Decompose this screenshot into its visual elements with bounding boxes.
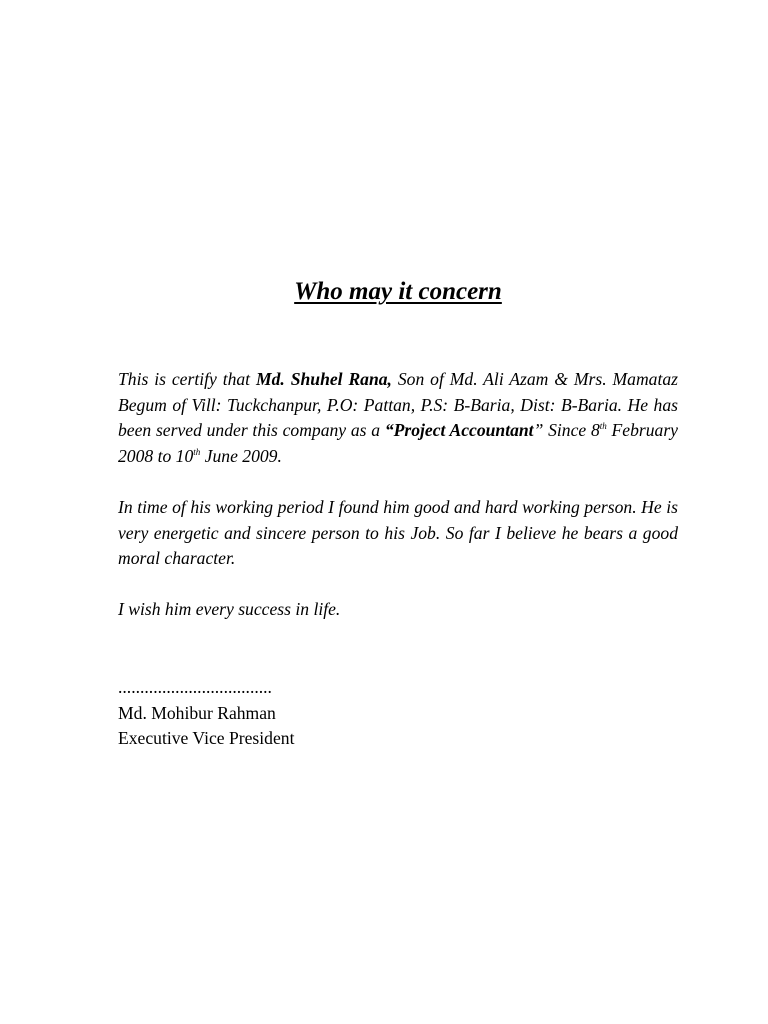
signatory-name: Md. Mohibur Rahman <box>118 702 276 723</box>
wishes-paragraph: I wish him every success in life. <box>118 599 341 619</box>
since-superscript: th <box>599 421 607 431</box>
signatory-designation: Executive Vice President <box>118 728 295 748</box>
document-title: Who may it concern <box>294 278 502 305</box>
intro-text: This is certify that <box>118 369 256 389</box>
employee-name: Md. Shuhel Rana, <box>255 369 392 389</box>
since-text: ” Since 8 <box>533 420 600 440</box>
certification-paragraph <box>118 367 678 469</box>
end-date-text: June 2009. <box>200 445 282 466</box>
date-superscript: th <box>193 446 201 457</box>
employee-details: Son of Md. Ali Azam & Mrs. Mamataz Begum of Vill: Tuckchanpur, P.O: Pattan, P.S: B-Baria, Dist: B-Baria. He has been served under this company as a <box>118 369 679 440</box>
signature-line: ................................... <box>118 677 272 697</box>
character-paragraph: In time of his working period I found him good and hard working person. He is very energetic and sincere person to his Job. So far I believe he bears a good moral character. <box>118 497 678 568</box>
job-position: “Project Accountant <box>384 420 534 440</box>
date-range-text: February 2008 to 10 <box>118 420 678 466</box>
signature-block <box>118 675 294 752</box>
